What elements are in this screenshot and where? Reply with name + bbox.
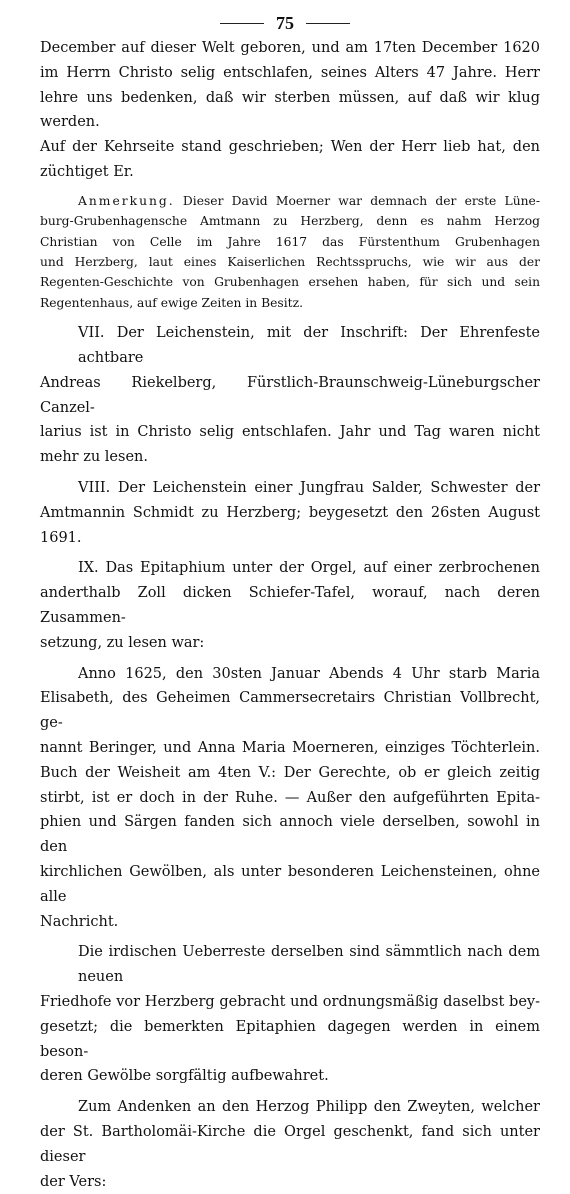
- text-line: der St. Bartholomäi-Kirche die Orgel geschenkt, fand sich unter dieser: [40, 1123, 540, 1165]
- paragraph-ix: [40, 556, 540, 655]
- text-line: VIII. Der Leichenstein einer Jungfrau Salder, Schwester der: [78, 480, 540, 496]
- paragraph-birth-death: [40, 36, 540, 185]
- text-line: Andreas Riekelberg, Fürstlich-Braunschweig-Lüneburgscher Canzel-: [40, 374, 540, 416]
- page-body: [40, 36, 540, 1194]
- text-line: Christian von Celle im Jahre 1617 das Fürstenthum Grubenhagen: [40, 234, 540, 249]
- paragraph-epitaph-text: [40, 662, 540, 935]
- paragraph-note: [40, 191, 540, 313]
- header-rule-left: [220, 23, 264, 24]
- text-line: Nachricht.: [40, 913, 119, 930]
- text-line: mehr zu lesen.: [40, 449, 148, 466]
- note-first-line: Dieser David Moerner war demnach der erste Lüne-: [182, 193, 540, 208]
- text-line: Auf der Kehrseite stand geschrieben; Wen der Herr lieb hat, den: [40, 139, 540, 156]
- text-line: Anno 1625, den 30sten Januar Abends 4 Uhr starb Maria: [78, 665, 540, 682]
- paragraph-viii: [40, 476, 540, 550]
- text-line: VII. Der Leichenstein, mit der Inschrift: Der Ehrenfeste achtbare: [78, 325, 540, 367]
- text-line: gesetzt; die bemerkten Epitaphien dagegen werden in einem beson-: [40, 1018, 540, 1060]
- text-line: stirbt, ist er doch in der Ruhe. — Außer den aufgeführten Epita-: [40, 789, 540, 806]
- text-line: Zum Andenken an den Herzog Philipp den Zweyten, welcher: [78, 1099, 540, 1116]
- text-line: Friedhofe vor Herzberg gebracht und ordnungsmäßig daselbst bey-: [40, 993, 540, 1010]
- text-line: im Herrn Christo selig entschlafen, seines Alters 47 Jahre. Herr: [40, 64, 540, 81]
- text-line: Amtmannin Schmidt zu Herzberg; beygesetzt den 26sten August 1691.: [40, 504, 540, 546]
- text-line: phien und Särgen fanden sich annoch viele derselben, sowohl in den: [40, 814, 540, 856]
- paragraph-remains: [40, 940, 540, 1089]
- text-line: IX. Das Epitaphium unter der Orgel, auf einer zerbrochenen: [78, 560, 540, 577]
- text-line: deren Gewölbe sorgfältig aufbewahret.: [40, 1068, 329, 1085]
- text-line: kirchlichen Gewölben, als unter besonderen Leichensteinen, ohne alle: [40, 863, 540, 905]
- text-line: Elisabeth, des Geheimen Cammersecretairs Christian Vollbrecht, ge-: [40, 690, 540, 732]
- text-line: anderthalb Zoll dicken Schiefer-Tafel, worauf, nach deren Zusammen-: [40, 585, 540, 626]
- text-line: und Herzberg, laut eines Kaiserlichen Rechtsspruchs, wie wir aus der: [40, 255, 540, 269]
- text-line: Die irdischen Ueberreste derselben sind sämmtlich nach dem neuen: [78, 944, 540, 986]
- text-line: December auf dieser Welt geboren, und am 17ten December 1620: [40, 40, 540, 56]
- text-line: lehre uns bedenken, daß wir sterben müssen, auf daß wir klug werden.: [40, 89, 540, 131]
- page-header: [0, 10, 570, 36]
- text-line: setzung, zu lesen war:: [40, 634, 205, 651]
- paragraph-organ: [40, 1095, 540, 1194]
- text-line: nannt Beringer, und Anna Maria Moerneren, einziges Töchterlein.: [40, 739, 540, 756]
- text-line: [40, 191, 540, 211]
- header-rule-right: [306, 23, 350, 24]
- text-line: larius ist in Christo selig entschlafen. Jahr und Tag waren nicht: [40, 424, 540, 441]
- note-label: Anmerkung.: [78, 193, 175, 208]
- text-line: Regentenhaus, auf ewige Zeiten in Besitz.: [40, 295, 303, 310]
- text-line: Regenten-Geschichte von Grubenhagen ersehen haben, für sich und sein: [40, 275, 540, 290]
- text-line: Buch der Weisheit am 4ten V.: Der Gerechte, ob er gleich zeitig: [40, 764, 540, 781]
- text-line: der Vers:: [40, 1173, 107, 1190]
- text-line: burg-Grubenhagensche Amtmann zu Herzberg, denn es nahm Herzog: [40, 214, 540, 229]
- paragraph-vii: [40, 321, 540, 470]
- text-line: züchtiget Er.: [40, 163, 134, 180]
- page-number: 75: [276, 12, 294, 33]
